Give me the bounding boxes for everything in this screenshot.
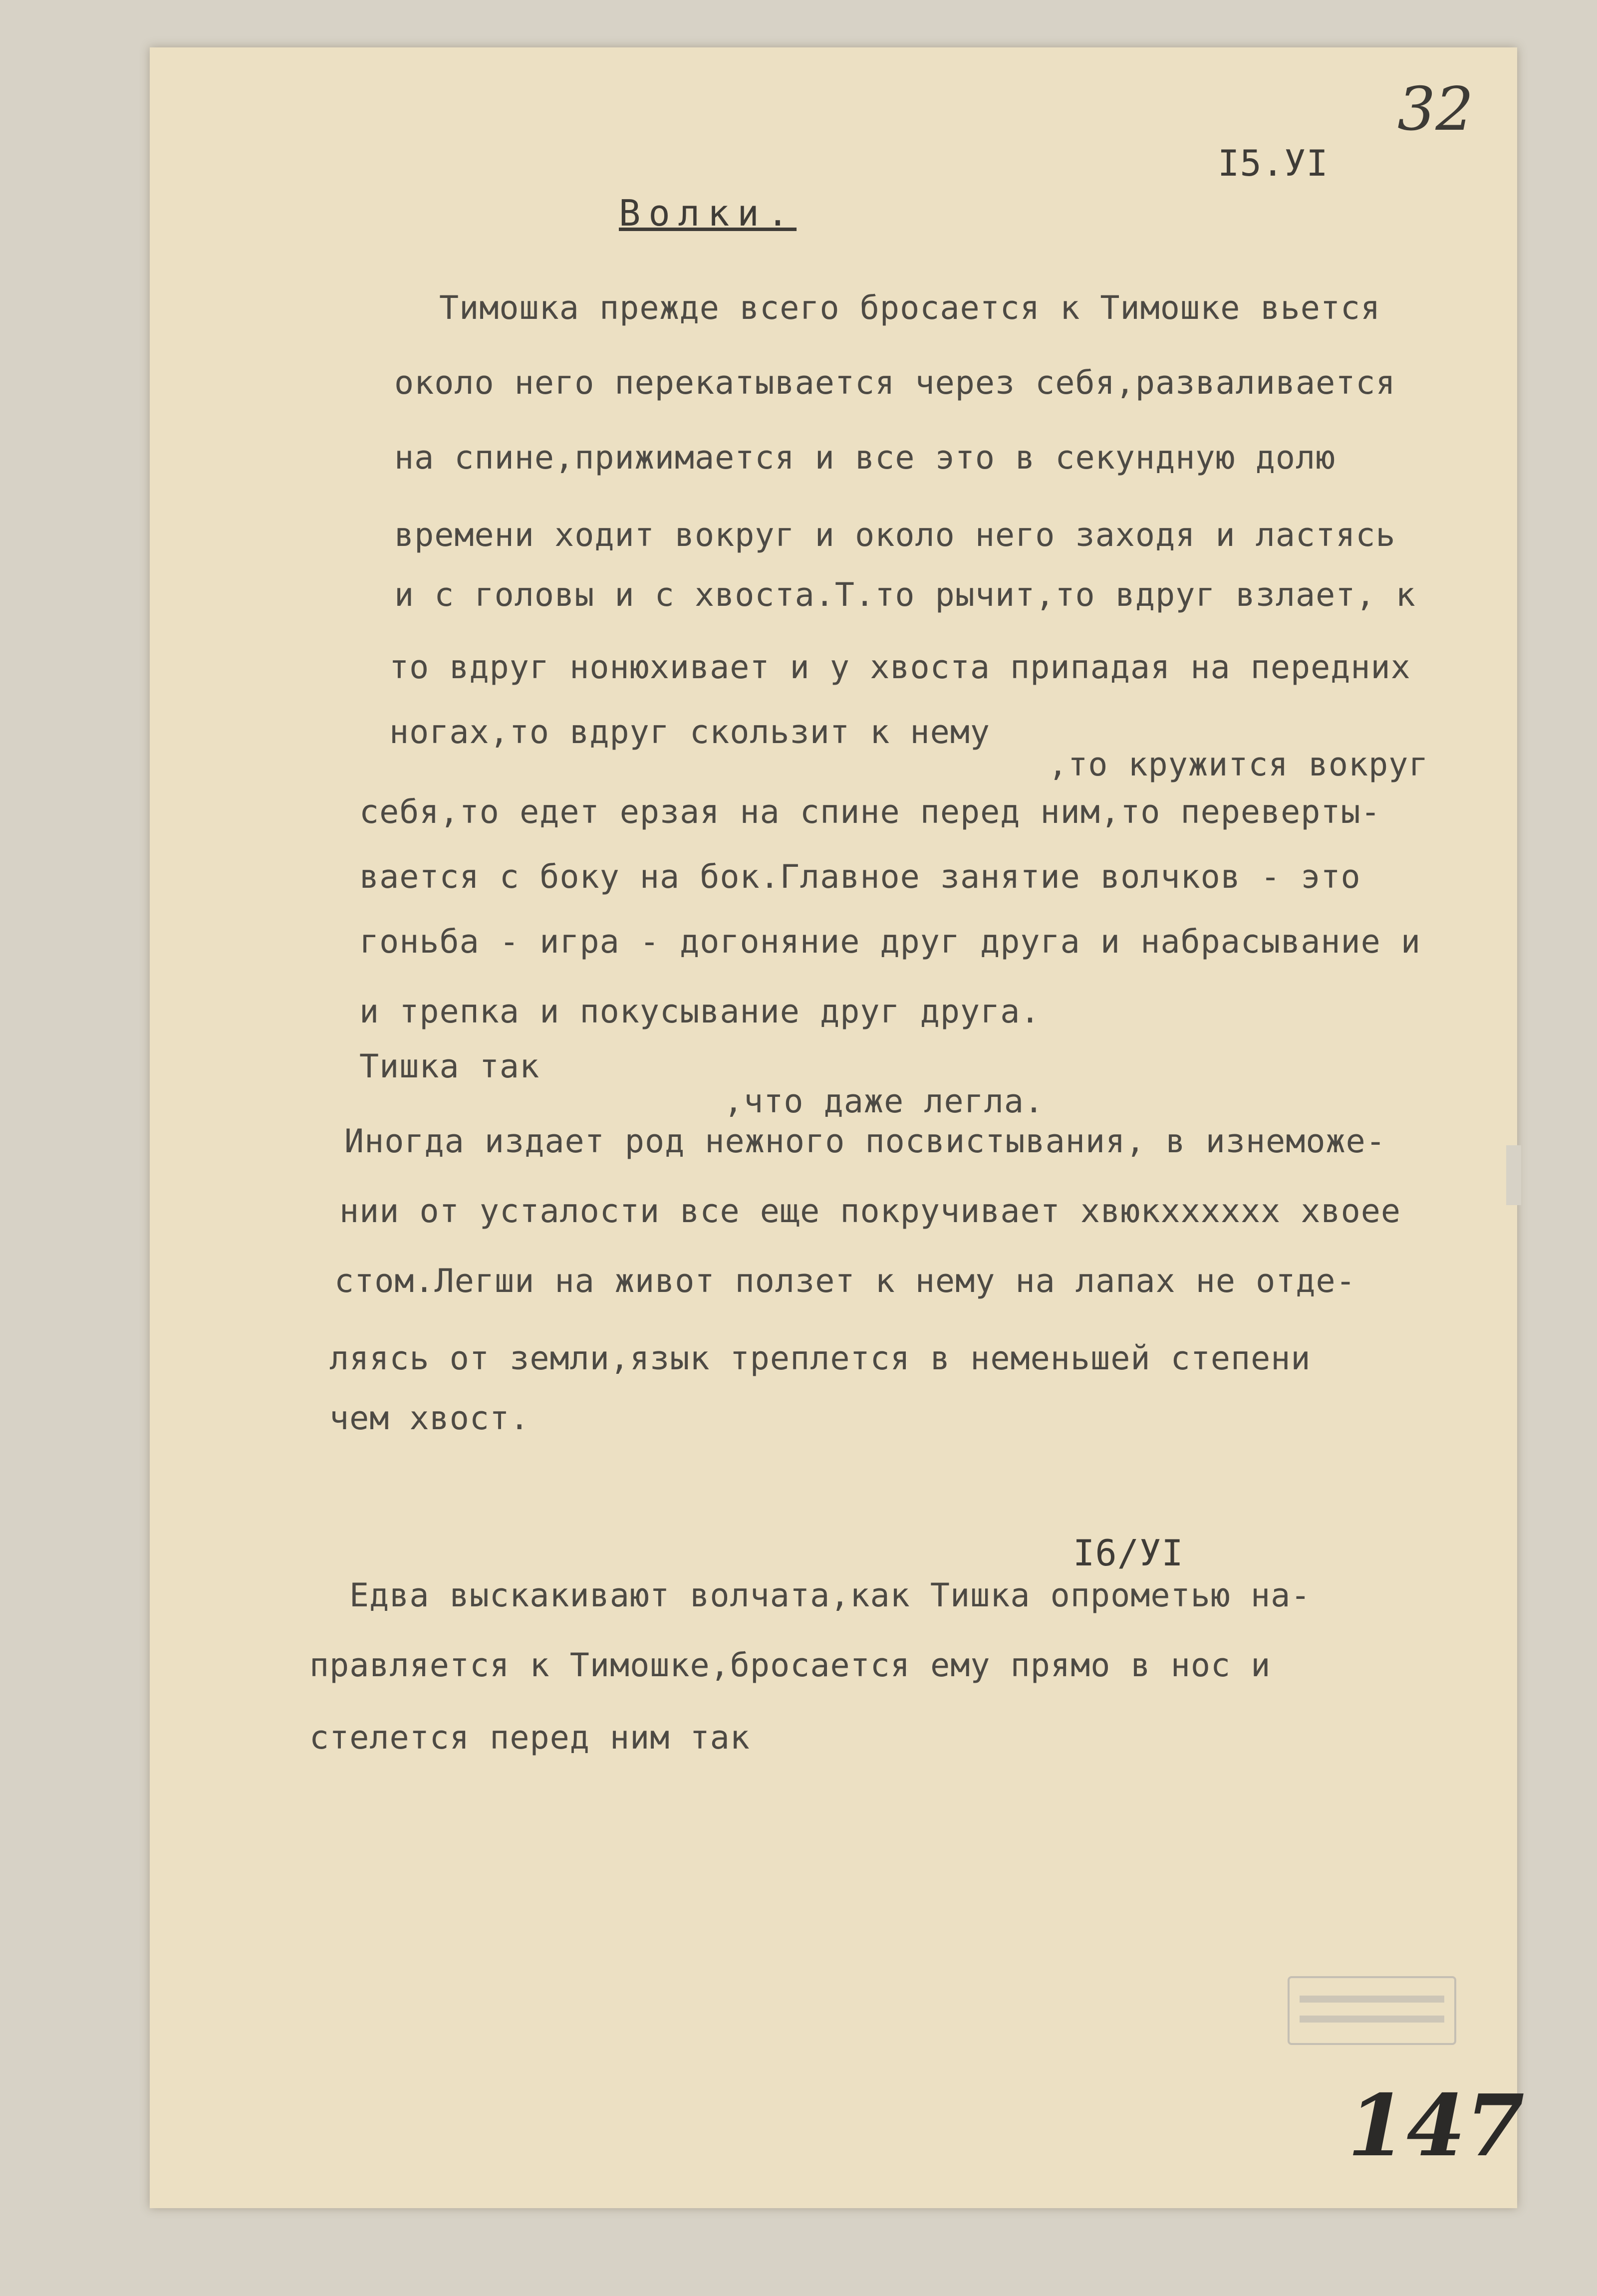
text-line: правляется к Тимошке,бросается ему прямо в нос и xyxy=(309,1647,1271,1684)
text-line: то вдруг нонюхивает и у хвоста припадая на передних xyxy=(389,649,1411,686)
text-line: ,то кружится вокруг xyxy=(1048,746,1429,783)
text-line: около него перекатывается через себя,разваливается xyxy=(394,364,1396,402)
text-line: вается с боку на бок.Главное занятие волчков - это xyxy=(359,858,1361,896)
text-line: нии от усталости все еще покручивает хвюкхххххх хвоее xyxy=(339,1193,1401,1230)
text-line: чем хвост. xyxy=(329,1400,530,1437)
text-line: гоньба - игра - догоняние друг друга и набрасывание и xyxy=(359,923,1421,961)
text-line: и трепка и покусывание друг друга. xyxy=(359,993,1041,1030)
text-line: ногах,то вдруг скользит к нему xyxy=(389,714,990,751)
date-heading-2: I6/УI xyxy=(1073,1532,1184,1574)
document-title: Волки. xyxy=(619,192,797,234)
archive-stamp xyxy=(1288,1976,1456,2045)
text-line: времени ходит вокруг и около него заходя и ластясь xyxy=(394,516,1396,554)
text-line: Иногда издает род нежного посвистывания, в изнеможе- xyxy=(344,1123,1386,1160)
text-line: стелется перед ним так xyxy=(309,1719,750,1757)
text-line: Тимошка прежде всего бросается к Тимошке вьется xyxy=(439,289,1381,327)
text-line: и с головы и с хвоста.Т.то рычит,то вдруг взлает, к xyxy=(394,576,1416,614)
text-line: ,что даже легла. xyxy=(724,1083,1045,1120)
text-line: себя,то едет ерзая на спине перед ним,то переверты- xyxy=(359,793,1381,831)
text-line: Тишка так xyxy=(359,1048,540,1085)
sheet-number: 147 xyxy=(1347,2076,1525,2176)
text-line: Едва выскакивают волчата,как Тишка опрометью на- xyxy=(349,1577,1311,1614)
archive-page-number: 32 xyxy=(1397,75,1474,144)
text-line: ляясь от земли,язык треплется в неменьшей степени xyxy=(329,1340,1311,1377)
text-line: стом.Легши на живот ползет к нему на лапах не отде- xyxy=(334,1263,1356,1300)
text-line: на спине,прижимается и все это в секундную долю xyxy=(394,439,1336,477)
date-heading-1: I5.УI xyxy=(1218,142,1329,184)
